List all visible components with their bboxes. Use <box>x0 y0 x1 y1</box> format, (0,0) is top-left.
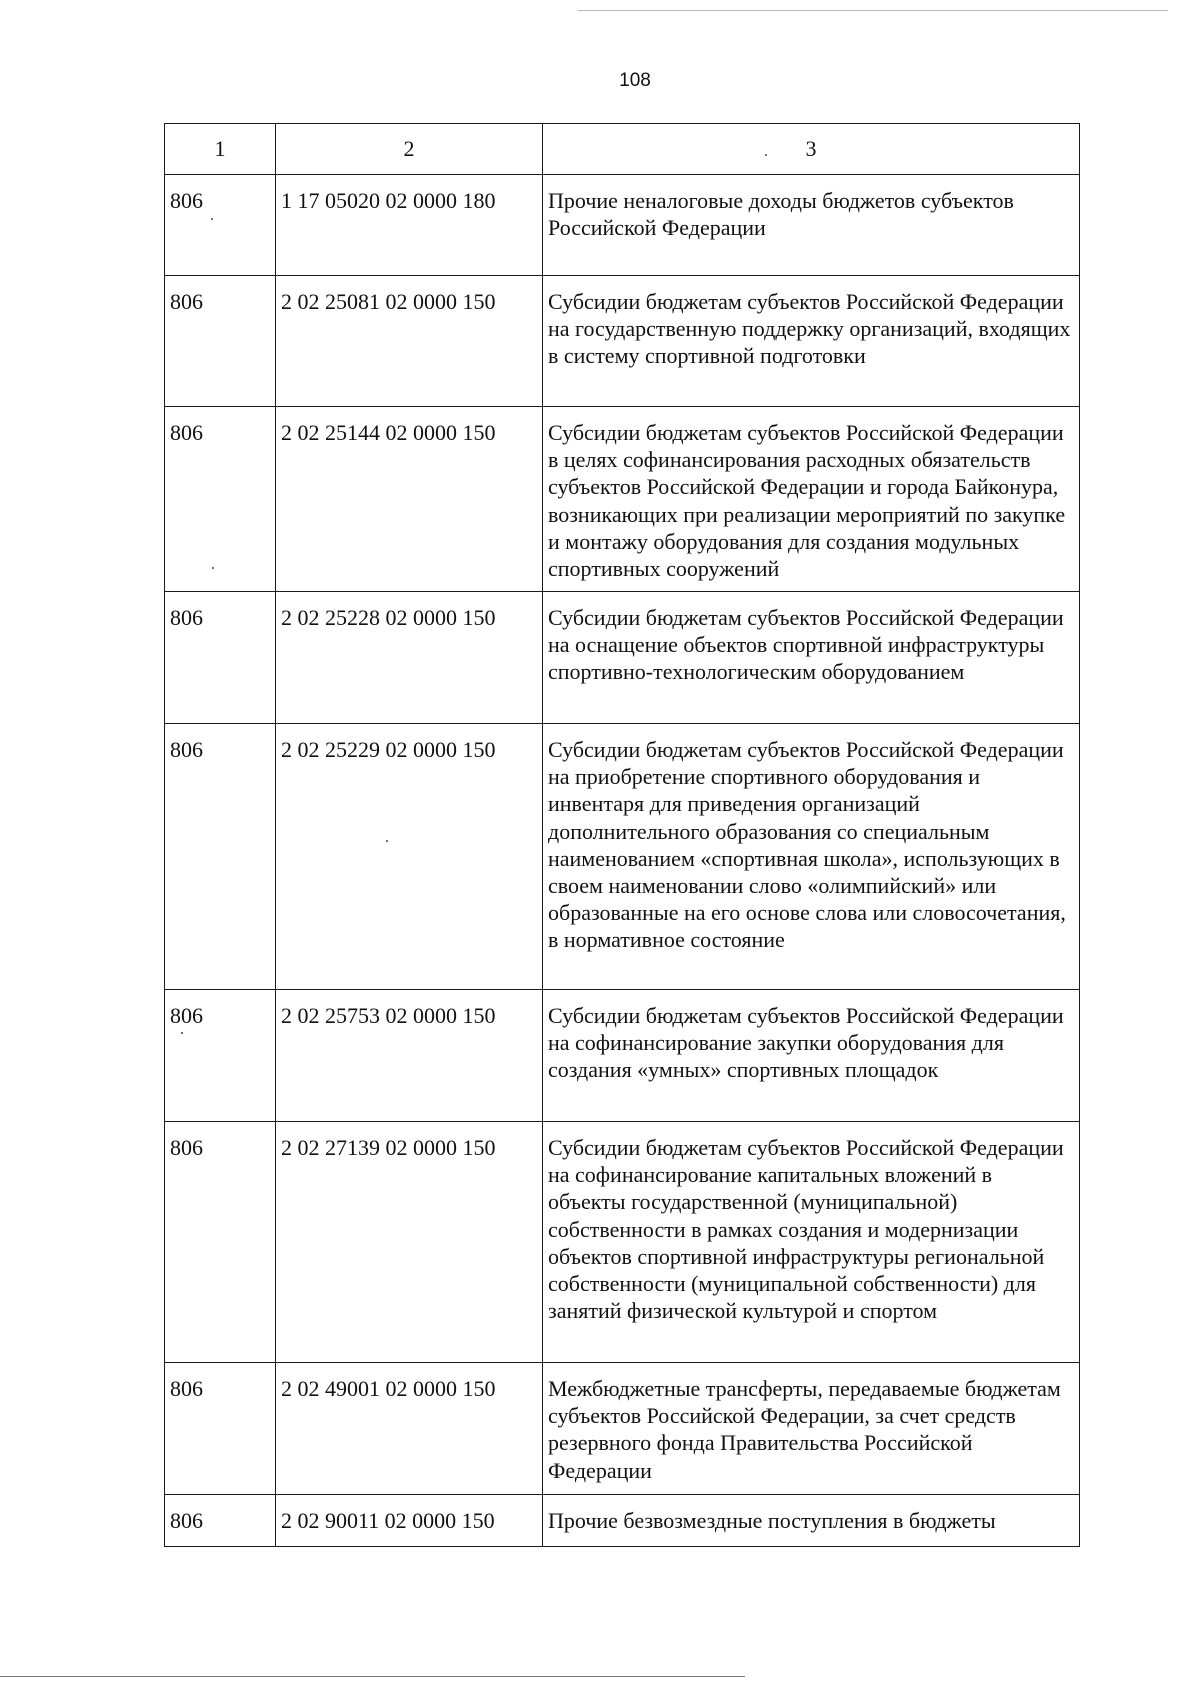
table-header-row <box>165 124 1080 175</box>
table-row <box>165 990 1080 1122</box>
description-cell: Субсидии бюджетам субъектов Российской Федерации на приобретение спортивного оборудования и инвентаря для приведения организаций дополнительного образования со специальным наименованием «спортивная школа», использующих в своем наименовании слово «олимпийский» или образованные на его основе слова или словосочетания, в нормативное состояние <box>543 724 1080 990</box>
header-cell-2: 2 <box>276 124 543 175</box>
admin-code-cell: 806 <box>165 407 276 592</box>
admin-code-cell: 806 <box>165 1363 276 1495</box>
budget-code-cell: 2 02 25081 02 0000 150 <box>276 276 543 407</box>
description-cell: Субсидии бюджетам субъектов Российской Федерации на софинансирование закупки оборудования для создания «умных» спортивных площадок <box>543 990 1080 1122</box>
admin-code-cell: 806 <box>165 592 276 724</box>
budget-code-cell: 2 02 25228 02 0000 150 <box>276 592 543 724</box>
description-cell: Прочие неналоговые доходы бюджетов субъектов Российской Федерации <box>543 175 1080 276</box>
table-row <box>165 1495 1080 1547</box>
table-row <box>165 407 1080 592</box>
admin-code-cell: 806 <box>165 990 276 1122</box>
table-row <box>165 1122 1080 1363</box>
description-cell: Межбюджетные трансферты, передаваемые бюджетам субъектов Российской Федерации, за счет средств резервного фонда Правительства Российской Федерации <box>543 1363 1080 1495</box>
budget-code-cell: 2 02 25144 02 0000 150 <box>276 407 543 592</box>
description-cell: Субсидии бюджетам субъектов Российской Федерации на софинансирование капитальных вложений в объекты государственной (муниципальной) собственности в рамках создания и модернизации объектов спортивной инфраструктуры региональной собственности (муниципальной собственности) для занятий физической культурой и спортом <box>543 1122 1080 1363</box>
header-cell-3: 3 <box>543 124 1080 175</box>
description-cell: Субсидии бюджетам субъектов Российской Федерации на государственную поддержку организаций, входящих в систему спортивной подготовки <box>543 276 1080 407</box>
budget-code-cell: 2 02 25229 02 0000 150 <box>276 724 543 990</box>
admin-code-cell: 806 <box>165 1122 276 1363</box>
budget-code-cell: 1 17 05020 02 0000 180 <box>276 175 543 276</box>
table-row <box>165 175 1080 276</box>
description-cell: Прочие безвозмездные поступления в бюджеты <box>543 1495 1080 1547</box>
budget-code-cell: 2 02 49001 02 0000 150 <box>276 1363 543 1495</box>
description-cell: Субсидии бюджетам субъектов Российской Федерации в целях софинансирования расходных обязательств субъектов Российской Федерации и города Байконура, возникающих при реализации мероприятий по закупке и монтажу оборудования для создания модульных спортивных сооружений <box>543 407 1080 592</box>
budget-code-cell: 2 02 25753 02 0000 150 <box>276 990 543 1122</box>
admin-code-cell: 806 <box>165 276 276 407</box>
table-row <box>165 724 1080 990</box>
admin-code-cell: 806 <box>165 1495 276 1547</box>
scan-edge-line-top <box>578 10 1168 11</box>
scan-edge-line-bottom <box>0 1676 745 1677</box>
description-cell: Субсидии бюджетам субъектов Российской Федерации на оснащение объектов спортивной инфраструктуры спортивно-технологическим оборудованием <box>543 592 1080 724</box>
page-number: 108 <box>619 70 651 91</box>
table-row <box>165 1363 1080 1495</box>
table-row <box>165 592 1080 724</box>
admin-code-cell: 806 <box>165 175 276 276</box>
header-cell-1: 1 <box>165 124 276 175</box>
budget-codes-table <box>164 123 1080 1547</box>
budget-code-cell: 2 02 90011 02 0000 150 <box>276 1495 543 1547</box>
table-row <box>165 276 1080 407</box>
budget-code-cell: 2 02 27139 02 0000 150 <box>276 1122 543 1363</box>
admin-code-cell: 806 <box>165 724 276 990</box>
